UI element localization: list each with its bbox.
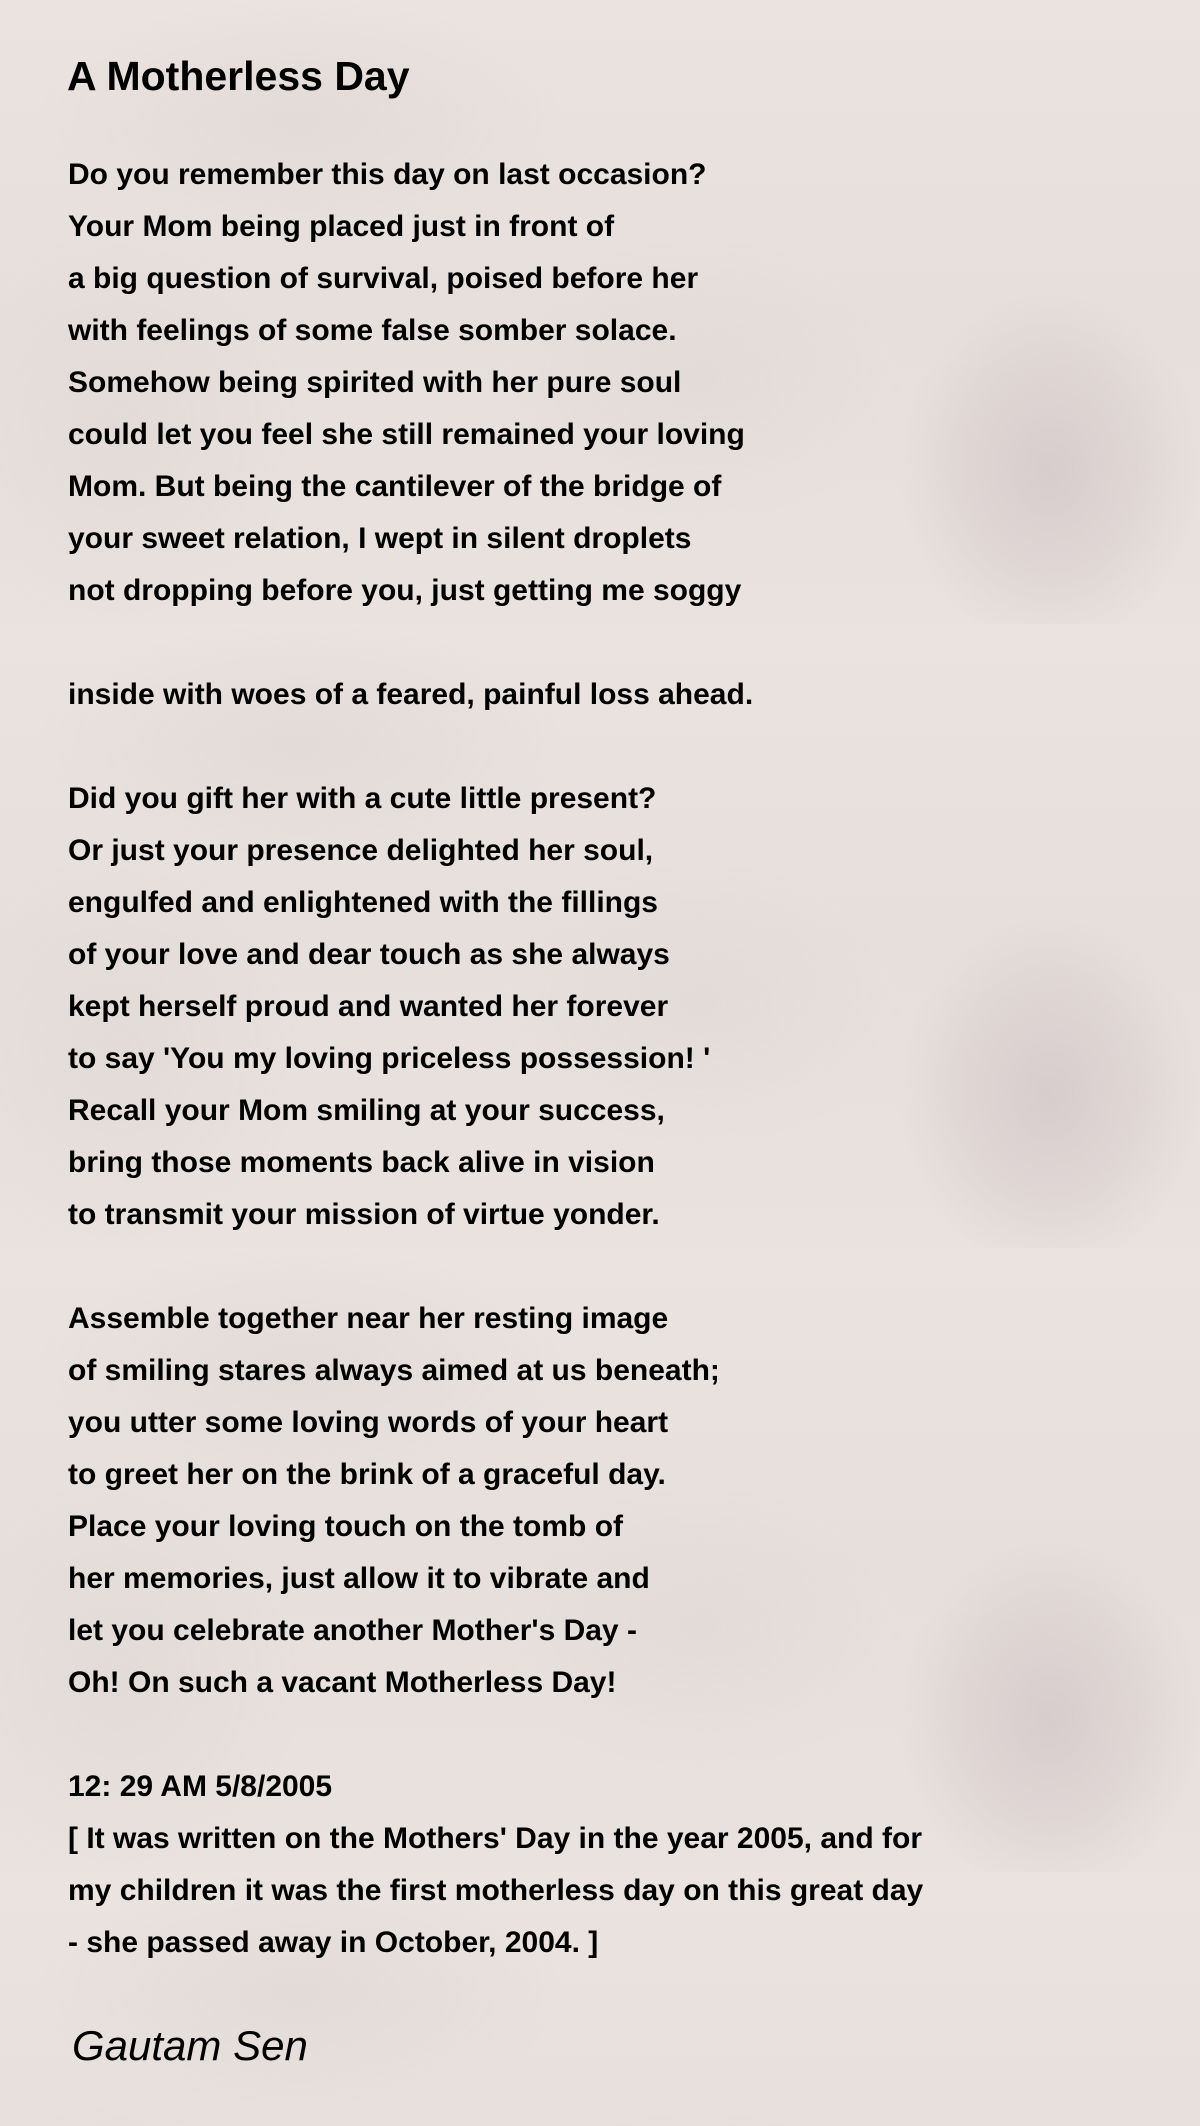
- blank-line: [68, 1709, 923, 1761]
- poem-line: Assemble together near her resting image: [68, 1302, 669, 1335]
- poem-line: Or just your presence delighted her soul,: [68, 834, 654, 867]
- poem-line: let you celebrate another Mother's Day -: [68, 1614, 637, 1647]
- poem-line: with feelings of some false somber solace.: [68, 314, 677, 347]
- poem-line: a big question of survival, poised before her: [68, 262, 699, 295]
- poem-line: Mom. But being the cantilever of the bridge of: [68, 470, 722, 503]
- author-name: Gautam Sen: [72, 2022, 308, 2069]
- poem-line: kept herself proud and wanted her forever: [68, 990, 669, 1023]
- blank-line: [68, 617, 923, 669]
- poem-line: her memories, just allow it to vibrate and: [68, 1562, 650, 1595]
- poem-title: A Motherless Day: [67, 53, 410, 99]
- author-note: - she passed away in October, 2004. ]: [68, 1926, 599, 1959]
- author-note: my children it was the first motherless day on this great day: [68, 1874, 924, 1907]
- author-note: [ It was written on the Mothers' Day in the year 2005, and for: [68, 1822, 922, 1855]
- blank-line: [68, 1241, 923, 1293]
- poem-line: Oh! On such a vacant Motherless Day!: [68, 1666, 617, 1699]
- poem-body: [68, 149, 923, 1969]
- poem-line: Recall your Mom smiling at your success,: [68, 1094, 665, 1127]
- poem-line: of your love and dear touch as she always: [68, 938, 670, 971]
- poem-line: not dropping before you, just getting me soggy: [68, 574, 742, 607]
- blank-line: [68, 721, 923, 773]
- poem-line: Do you remember this day on last occasion?: [68, 158, 707, 191]
- poem-line: to say 'You my loving priceless possession! ': [68, 1042, 711, 1075]
- poem-line: Somehow being spirited with her pure soul: [68, 366, 682, 399]
- poem-line: engulfed and enlightened with the fillings: [68, 886, 658, 919]
- poem-line: Your Mom being placed just in front of: [68, 210, 615, 243]
- poem-line: you utter some loving words of your heart: [68, 1406, 669, 1439]
- poem-line: inside with woes of a feared, painful loss ahead.: [68, 678, 754, 711]
- poem-line: of smiling stares always aimed at us beneath;: [68, 1354, 720, 1387]
- poem-line: bring those moments back alive in vision: [68, 1146, 655, 1179]
- timestamp: 12: 29 AM 5/8/2005: [68, 1770, 333, 1803]
- poem-line: to greet her on the brink of a graceful day.: [68, 1458, 666, 1491]
- poem-line: Did you gift her with a cute little present?: [68, 782, 657, 815]
- poem-line: to transmit your mission of virtue yonder.: [68, 1198, 660, 1231]
- poem-line: could let you feel she still remained your loving: [68, 418, 745, 451]
- poem-line: Place your loving touch on the tomb of: [68, 1510, 624, 1543]
- poem-line: your sweet relation, I wept in silent droplets: [68, 522, 692, 555]
